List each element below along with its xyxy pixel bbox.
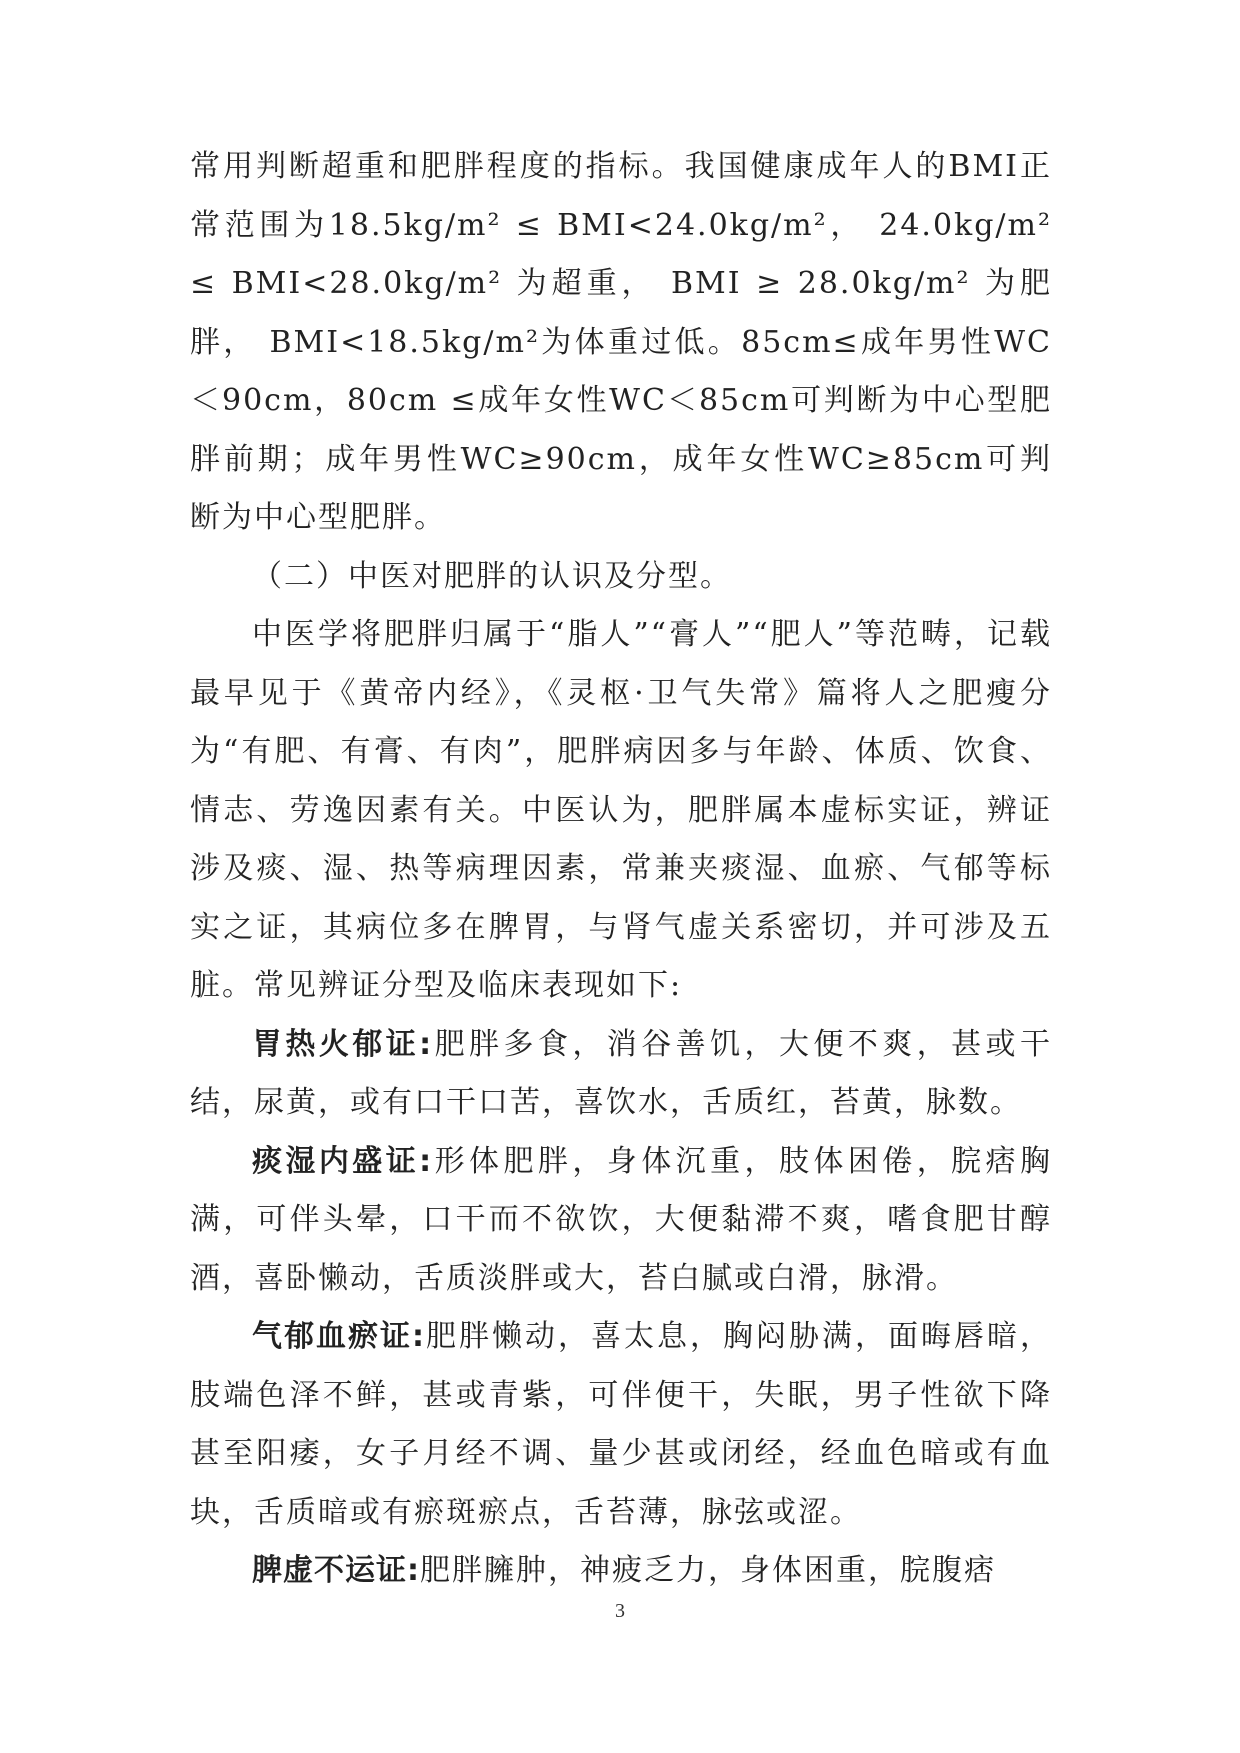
syndrome-label: 胃热火郁证: [252, 1026, 433, 1062]
paragraph-syndrome-2 [190, 1133, 1052, 1309]
paragraph-tcm-overview: 中医学将肥胖归属于“脂人”“膏人”“肥人”等范畴，记载最早见于《黄帝内经》，《灵枢·卫气失常》篇将人之肥瘦分为“有肥、有膏、有肉”，肥胖病因多与年龄、体质、饮食、情志、劳逸因素有关。中医认为，肥胖属本虚标实证，辨证涉及痰、湿、热等病理因素，常兼夹痰湿、血瘀、气郁等标实之证，其病位多在脾胃，与肾气虚关系密切，并可涉及五脏。常见辨证分型及临床表现如下: [190, 617, 1052, 1003]
paragraph-bmi: 常用判断超重和肥胖程度的指标。我国健康成年人的BMI正常范围为18.5kg/m² ≤ BMI<24.0kg/m²， 24.0kg/m² ≤ BMI<28.0kg/m² 为超重， BMI ≥ 28.0kg/m² 为肥胖， BMI<18.5kg/m²为体重过低。85cm≤成年男性WC＜90cm，80cm ≤成年女性WC＜85cm可判断为中心型肥胖前期；成年男性WC≥90cm，成年女性WC≥85cm可判断为中心型肥胖。 [190, 149, 1052, 535]
syndrome-label: 气郁血瘀证: [252, 1319, 425, 1354]
section-heading: （二）中医对肥胖的认识及分型。 [252, 558, 732, 594]
syndrome-text: 肥胖懒动，喜太息，胸闷胁满，面晦唇暗，肢端色泽不鲜，甚或青紫，可伴便干，失眠，男子性欲下降甚至阳痿，女子月经不调、量少甚或闭经，经血色暗或有血块，舌质暗或有瘀斑瘀点，舌苔薄，脉弦或涩。 [190, 1319, 1052, 1530]
syndrome-label: 脾虚不运证: [252, 1553, 420, 1588]
body-text [190, 138, 1052, 1601]
paragraph-syndrome-4 [190, 1542, 1052, 1601]
syndrome-text: 肥胖多食，消谷善饥，大便不爽，甚或干结，尿黄，或有口干口苦，喜饮水，舌质红，苔黄，脉数。 [190, 1026, 1052, 1120]
syndrome-label: 痰湿内盛证: [252, 1143, 433, 1179]
page-number: 3 [615, 1600, 625, 1622]
paragraph-syndrome-3 [190, 1308, 1052, 1542]
paragraph-syndrome-1 [190, 1016, 1052, 1133]
syndrome-text: 肥胖臃肿，神疲乏力，身体困重，脘腹痞 [420, 1553, 996, 1588]
syndrome-text: 形体肥胖，身体沉重，肢体困倦，脘痞胸满，可伴头晕，口干而不欲饮，大便黏滞不爽，嗜食肥甘醇酒，喜卧懒动，舌质淡胖或大，苔白腻或白滑，脉滑。 [190, 1143, 1052, 1296]
